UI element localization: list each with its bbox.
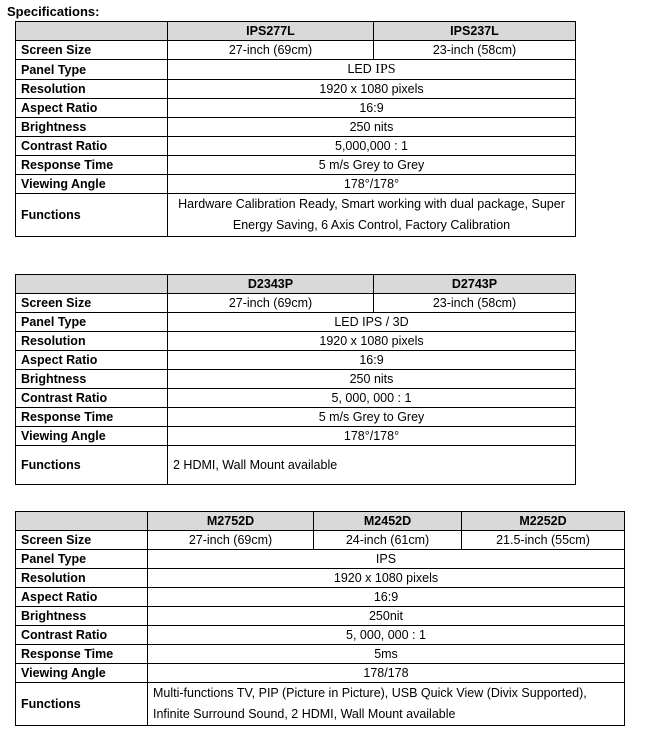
screen-size-value: 23-inch (58cm)	[374, 294, 576, 313]
response-time-value: 5 m/s Grey to Grey	[168, 156, 576, 175]
table-row	[16, 626, 625, 645]
table-header-row	[16, 22, 576, 41]
panel-type-prefix: LED	[347, 62, 372, 76]
row-label-aspect-ratio: Aspect Ratio	[16, 351, 168, 370]
model-header: D2343P	[168, 275, 374, 294]
row-label-screen-size: Screen Size	[16, 294, 168, 313]
resolution-value: 1920 x 1080 pixels	[168, 80, 576, 99]
table-row	[16, 156, 576, 175]
table-row	[16, 294, 576, 313]
screen-size-value: 24-inch (61cm)	[314, 531, 462, 550]
row-label-brightness: Brightness	[16, 370, 168, 389]
aspect-ratio-value: 16:9	[148, 588, 625, 607]
table-row	[16, 194, 576, 237]
table-row	[16, 118, 576, 137]
screen-size-value: 27-inch (69cm)	[168, 294, 374, 313]
table-row	[16, 351, 576, 370]
brightness-value: 250 nits	[168, 370, 576, 389]
table-row	[16, 427, 576, 446]
contrast-ratio-value: 5, 000, 000 : 1	[168, 389, 576, 408]
table-row	[16, 137, 576, 156]
functions-value: 2 HDMI, Wall Mount available	[168, 446, 576, 485]
viewing-angle-value: 178°/178°	[168, 175, 576, 194]
row-label-brightness: Brightness	[16, 118, 168, 137]
screen-size-value: 23-inch (58cm)	[374, 41, 576, 60]
row-label-screen-size: Screen Size	[16, 531, 148, 550]
table-row	[16, 588, 625, 607]
table-header-row	[16, 512, 625, 531]
model-header: M2752D	[148, 512, 314, 531]
header-corner-cell	[16, 22, 168, 41]
table-row	[16, 389, 576, 408]
table-row	[16, 332, 576, 351]
model-header: IPS237L	[374, 22, 576, 41]
table-row	[16, 60, 576, 80]
row-label-response-time: Response Time	[16, 645, 148, 664]
table-row	[16, 175, 576, 194]
row-label-resolution: Resolution	[16, 332, 168, 351]
table-row	[16, 645, 625, 664]
table-row	[16, 408, 576, 427]
response-time-value: 5 m/s Grey to Grey	[168, 408, 576, 427]
table-row	[16, 41, 576, 60]
header-corner-cell	[16, 512, 148, 531]
functions-value: Multi-functions TV, PIP (Picture in Picture), USB Quick View (Divix Supported), Infinite Surround Sound, 2 HDMI, Wall Mount available	[148, 683, 625, 726]
row-label-resolution: Resolution	[16, 80, 168, 99]
panel-type-value	[168, 60, 576, 80]
aspect-ratio-value: 16:9	[168, 99, 576, 118]
spec-table-3d	[15, 274, 576, 485]
row-label-viewing-angle: Viewing Angle	[16, 664, 148, 683]
table-row	[16, 531, 625, 550]
row-label-response-time: Response Time	[16, 156, 168, 175]
row-label-functions: Functions	[16, 446, 168, 485]
table-row	[16, 370, 576, 389]
model-header: D2743P	[374, 275, 576, 294]
brightness-value: 250 nits	[168, 118, 576, 137]
row-label-contrast-ratio: Contrast Ratio	[16, 137, 168, 156]
row-label-functions: Functions	[16, 194, 168, 237]
screen-size-value: 27-inch (69cm)	[168, 41, 374, 60]
screen-size-value: 27-inch (69cm)	[148, 531, 314, 550]
table-row	[16, 569, 625, 588]
table-row	[16, 313, 576, 332]
row-label-response-time: Response Time	[16, 408, 168, 427]
row-label-screen-size: Screen Size	[16, 41, 168, 60]
model-header: IPS277L	[168, 22, 374, 41]
row-label-functions: Functions	[16, 683, 148, 726]
viewing-angle-value: 178°/178°	[168, 427, 576, 446]
screen-size-value: 21.5-inch (55cm)	[462, 531, 625, 550]
resolution-value: 1920 x 1080 pixels	[148, 569, 625, 588]
table-row	[16, 446, 576, 485]
aspect-ratio-value: 16:9	[168, 351, 576, 370]
model-header: M2452D	[314, 512, 462, 531]
row-label-viewing-angle: Viewing Angle	[16, 427, 168, 446]
row-label-aspect-ratio: Aspect Ratio	[16, 99, 168, 118]
row-label-panel-type: Panel Type	[16, 550, 148, 569]
table-header-row	[16, 275, 576, 294]
row-label-aspect-ratio: Aspect Ratio	[16, 588, 148, 607]
row-label-panel-type: Panel Type	[16, 60, 168, 80]
row-label-contrast-ratio: Contrast Ratio	[16, 389, 168, 408]
row-label-contrast-ratio: Contrast Ratio	[16, 626, 148, 645]
row-label-viewing-angle: Viewing Angle	[16, 175, 168, 194]
brightness-value: 250nit	[148, 607, 625, 626]
panel-type-main: IPS	[375, 62, 396, 77]
row-label-brightness: Brightness	[16, 607, 148, 626]
table-row	[16, 607, 625, 626]
table-row	[16, 683, 625, 726]
viewing-angle-value: 178/178	[148, 664, 625, 683]
table-row	[16, 550, 625, 569]
response-time-value: 5ms	[148, 645, 625, 664]
contrast-ratio-value: 5,000,000 : 1	[168, 137, 576, 156]
table-row	[16, 80, 576, 99]
contrast-ratio-value: 5, 000, 000 : 1	[148, 626, 625, 645]
header-corner-cell	[16, 275, 168, 294]
row-label-panel-type: Panel Type	[16, 313, 168, 332]
spec-table-ips	[15, 21, 576, 237]
panel-type-value: LED IPS / 3D	[168, 313, 576, 332]
table-row	[16, 99, 576, 118]
row-label-resolution: Resolution	[16, 569, 148, 588]
panel-type-value: IPS	[148, 550, 625, 569]
functions-value: Hardware Calibration Ready, Smart working with dual package, Super Energy Saving, 6 Axis Control, Factory Calibration	[168, 194, 576, 237]
model-header: M2252D	[462, 512, 625, 531]
table-row	[16, 664, 625, 683]
resolution-value: 1920 x 1080 pixels	[168, 332, 576, 351]
spec-table-tv	[15, 511, 625, 726]
page-heading: Specifications:	[7, 4, 100, 19]
